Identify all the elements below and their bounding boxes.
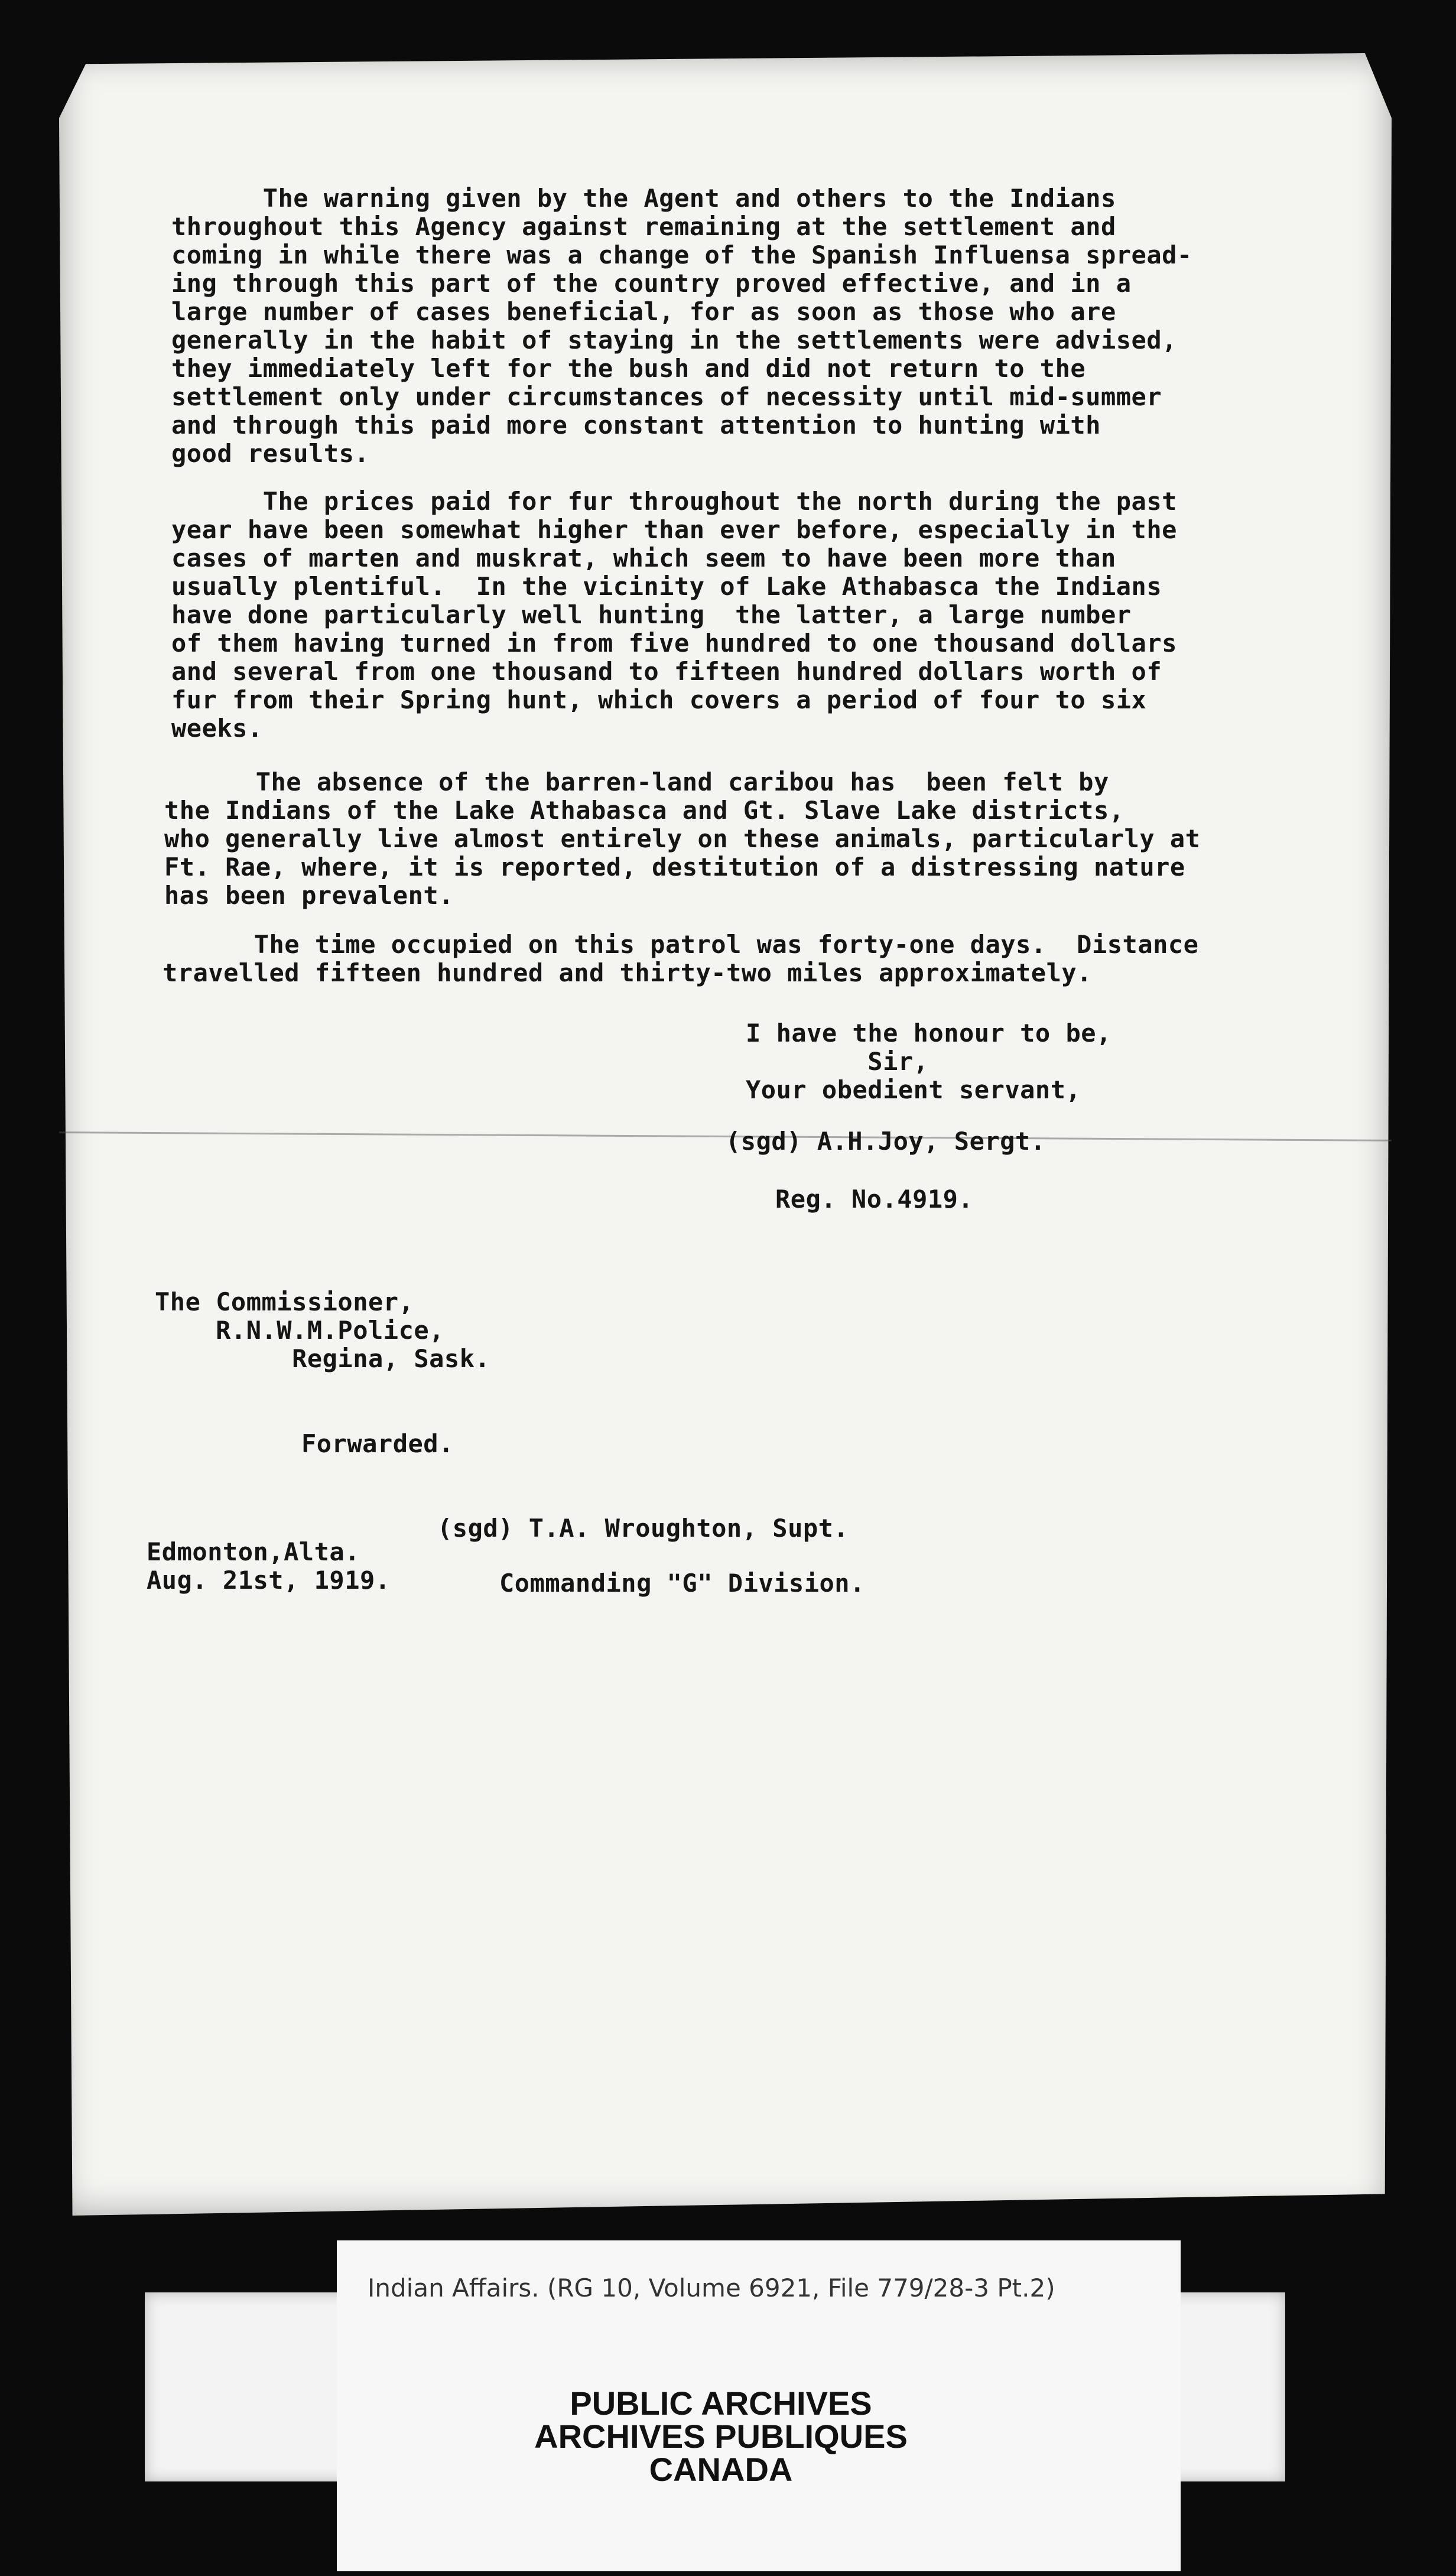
paragraph-caribou: The absence of the barren-land caribou has been felt by the Indians of the Lake Athabasca and Gt. Slave Lake districts, who generally live almost entirely on these animals, particularly at Ft. Rae, where, it is reported, destitution of a distressing nature has been prevalent. (164, 767, 1201, 910)
paragraph-patrol-time: The time occupied on this patrol was forty-one days. Distance travelled fifteen hundred and thirty-two miles approximately. (162, 930, 1199, 987)
archive-stamp-line1: PUBLIC ARCHIVES (570, 2385, 872, 2422)
addressee: The Commissioner, R.N.W.M.Police, Regina, Sask. (155, 1287, 490, 1373)
reg-number: Reg. No.4919. (775, 1185, 974, 1214)
place-date: Edmonton,Alta. Aug. 21st, 1919. (147, 1537, 391, 1595)
division-command: Commanding "G" Division. (499, 1569, 865, 1598)
archive-reference: Indian Affairs. (RG 10, Volume 6921, File 779/28-3 Pt.2) (368, 2273, 1055, 2302)
paragraph-influenza: The warning given by the Agent and others to the Indians throughout this Agency against remaining at the settlement and coming in while there was a change of the Spanish Influensa spread- ing through this part of the country proved effective, and in a large number of cases beneficial, for as soon as those who are generally in the habit of staying in the settlements were advised, they immediately left for the bush and did not return to the settlement only under circumstances of necessity until mid-summer and through this paid more constant attention to hunting with good results. (171, 184, 1192, 468)
archive-stamp-line2: ARCHIVES PUBLIQUES (534, 2418, 908, 2455)
forwarded-note: Forwarded. (301, 1429, 454, 1458)
archive-stamp (455, 2387, 987, 2486)
paragraph-fur-prices: The prices paid for fur throughout the north during the past year have been somewhat higher than ever before, especially in the cases of marten and muskrat, which seem to have been more than usually plentiful. In the vicinity of Lake Athabasca the Indians have done particularly well hunting the latter, a large number of them having turned in from five hundred to one thousand dollars and several from one thousand to fifteen hundred dollars worth of fur from their Spring hunt, which covers a period of four to six weeks. (171, 487, 1177, 743)
superintendent-signature: (sgd) T.A. Wroughton, Supt. (437, 1514, 849, 1543)
archive-stamp-line3: CANADA (649, 2451, 793, 2488)
signature: (sgd) A.H.Joy, Sergt. (726, 1127, 1046, 1156)
closing: I have the honour to be, Sir, Your obedient servant, (746, 1019, 1112, 1104)
